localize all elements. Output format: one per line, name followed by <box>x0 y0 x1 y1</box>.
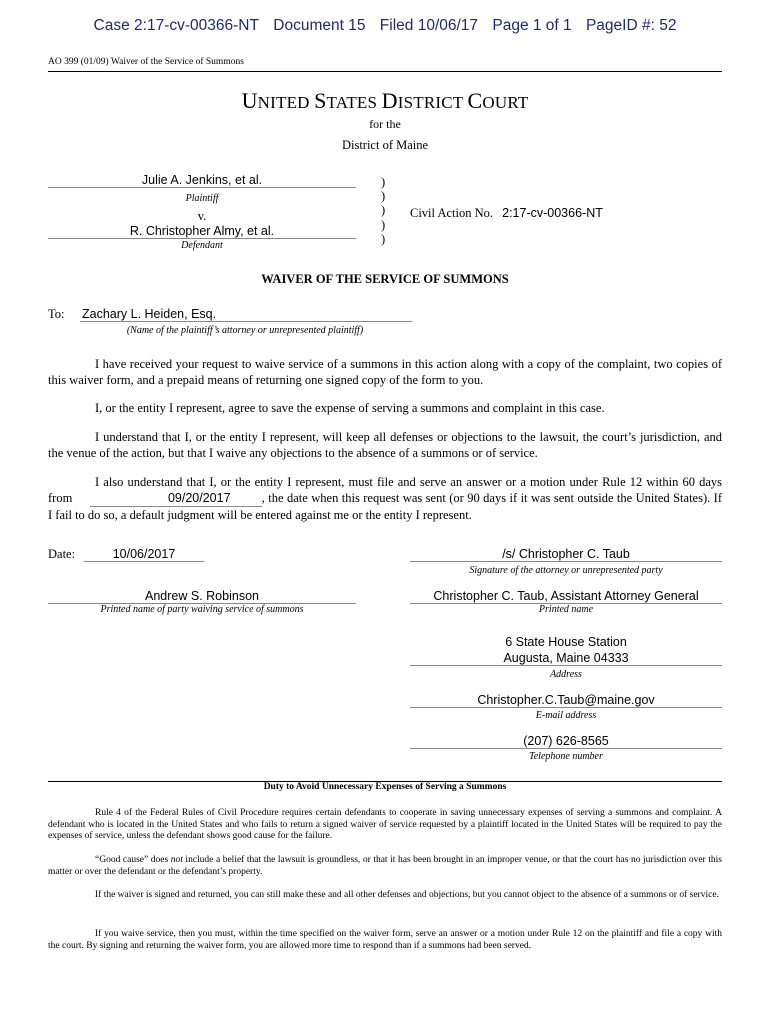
paragraph-agree: I, or the entity I represent, agree to save the expense of serving a summons and complaint in this case. <box>95 401 605 415</box>
ecf-header-stamp <box>0 17 770 35</box>
email-field[interactable]: Christopher.C.Taub@maine.gov <box>410 693 722 708</box>
versus-text: v. <box>197 209 207 223</box>
top-rule <box>48 71 722 72</box>
waiver-title: WAIVER OF THE SERVICE OF SUMMONS <box>261 272 509 286</box>
page-indicator: Page 1 of 1 <box>492 17 572 34</box>
signature-label: Signature of the attorney or unrepresented party <box>469 565 663 576</box>
email-label: E-mail address <box>535 710 597 721</box>
printed-name-field[interactable]: Christopher C. Taub, Assistant Attorney General <box>410 589 722 604</box>
duty-paragraph-good-cause: “Good cause” does not include a belief that the lawsuit is groundless, or that it has been brought in an improper venue, or that the court has no jurisdiction over this matter or over the defendant or the defendant’s property. <box>48 855 723 877</box>
page-id: PageID #: 52 <box>585 17 677 34</box>
filed-date: Filed 10/06/17 <box>379 17 479 34</box>
duty-paragraph-rule4: Rule 4 of the Federal Rules of Civil Procedure requires certain defendants to cooperate in saving unnecessary expenses of serving a summons and complaint. A defendant who is located in the United States and who fails to return a signed waiver of service requested by a plaintiff located in the United States will be required to pay the expenses of service, unless the defendant shows good cause for the failure. <box>48 808 722 841</box>
party-name-field[interactable]: Andrew S. Robinson <box>48 589 356 604</box>
caption-parentheses: ) ) ) ) ) <box>381 175 386 246</box>
for-the-text: for the <box>369 117 401 131</box>
address-label: Address <box>550 669 582 680</box>
address-line2-field[interactable]: Augusta, Maine 04333 <box>410 651 722 666</box>
printed-name-label: Printed name <box>538 604 594 615</box>
paragraph-receipt: I have received your request to waive service of a summons in this action along with a copy of the complaint, two copies of this waiver form, and a prepaid means of returning one signed copy of the form to you. <box>48 357 722 387</box>
case-number: Case 2:17-cv-00366-NT <box>93 17 259 34</box>
to-note: (Name of the plaintiff’s attorney or unrepresented plaintiff) <box>126 325 364 336</box>
plaintiff-name-field[interactable]: Julie A. Jenkins, et al. <box>48 173 356 188</box>
plaintiff-label: Plaintiff <box>185 193 219 204</box>
date-label: Date: <box>48 547 76 561</box>
civil-action-number-field[interactable]: 2:17-cv-00366-NT <box>502 206 603 220</box>
request-date-field[interactable]: 09/20/2017 <box>90 490 262 507</box>
civil-action <box>410 206 603 221</box>
document-number: Document 15 <box>273 17 366 34</box>
signature-field[interactable]: /s/ Christopher C. Taub <box>410 547 722 562</box>
district-name: District of Maine <box>341 138 429 152</box>
court-title: UNITED STATES DISTRICT COURT <box>241 88 529 113</box>
civil-action-label: Civil Action No. <box>410 206 493 220</box>
paragraph-defenses: I understand that I, or the entity I represent, will keep all defenses or objections to the lawsuit, the court’s jurisdiction, and the venue of the action, but that I waive any objections to the absence of a summons or of service. <box>48 430 722 460</box>
phone-field[interactable]: (207) 626-8565 <box>410 734 722 749</box>
address-line1-field[interactable]: 6 State House Station <box>505 635 627 649</box>
party-name-label: Printed name of party waiving service of summons <box>100 604 304 615</box>
paragraph-answer-deadline: I also understand that I, or the entity I represent, must file and serve an answer or a motion under Rule 12 within 60 days from 09/20/2017 , the date when this request was sent (or 90 days if it was sent outside the United States). If I fail to do so, a default judgment will be entered against me or the entity I represent. <box>48 475 722 522</box>
defendant-name-field[interactable]: R. Christopher Almy, et al. <box>48 224 356 239</box>
to-label: To: <box>48 307 65 321</box>
form-code: AO 399 (01/09) Waiver of the Service of Summons <box>48 57 244 67</box>
duty-paragraph-defenses: If the waiver is signed and returned, you can still make these and all other defenses and objections, but you cannot object to the absence of a summons or of service. <box>95 890 719 900</box>
phone-label: Telephone number <box>529 751 603 762</box>
to-name-field[interactable]: Zachary L. Heiden, Esq. <box>80 307 412 322</box>
date-field[interactable]: 10/06/2017 <box>84 547 204 562</box>
duty-paragraph-waive-service: If you waive service, then you must, within the time specified on the waiver form, serve an answer or a motion under Rule 12 on the plaintiff and file a copy with the court. By signing and returning the waiver form, you are allowed more time to respond than if a summons had been served. <box>48 929 722 951</box>
defendant-label: Defendant <box>181 240 223 251</box>
duty-title: Duty to Avoid Unnecessary Expenses of Serving a Summons <box>263 782 507 792</box>
